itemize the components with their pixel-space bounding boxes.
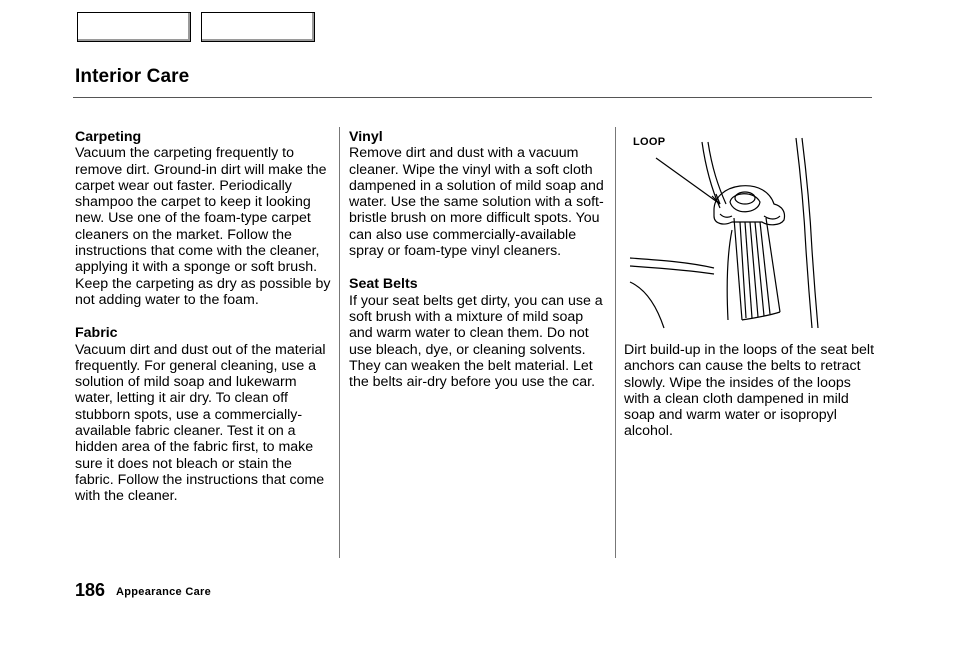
section-body-fabric: Vacuum dirt and dust out of the material frequently. For general cleaning, use a solution of mild soap and lukewarm water, letting it air dry. To clean off stubborn spots, use a commercially-available fabric cleaner. Test it on a hidden area of the fabric first, to make sure it does not bleach or stain the fabric. Follow the instructions that come with the cleaner.	[75, 341, 326, 505]
section-heading-carpeting: Carpeting	[75, 129, 142, 145]
section-heading-fabric: Fabric	[75, 325, 118, 342]
section-heading-seat-belts: Seat Belts	[349, 276, 418, 293]
seat-belt-loop-illustration	[628, 130, 876, 330]
page-number: 186	[75, 580, 106, 600]
next-page-button[interactable]	[201, 12, 315, 42]
section-body-carpeting: Vacuum the carpeting frequently to remove dirt. Ground-in dirt will make the carpet wear out faster. Periodically shampoo the carpet to keep it looking new. Use one of the foam-type carpet cleaners on the market. Follow the instructions that come with the cleaner, applying it with a sponge or soft brush. Keep the carpeting as dry as possible by not adding water to the foam.	[75, 145, 331, 308]
previous-page-button[interactable]	[77, 12, 191, 42]
column-divider	[339, 127, 340, 558]
section-heading-vinyl: Vinyl	[349, 129, 383, 145]
text-column-2	[349, 129, 607, 390]
seat-belt-anchor-drawing	[628, 130, 876, 330]
text-column-3	[624, 342, 874, 440]
page-title: Interior Care	[75, 66, 190, 87]
column-divider	[615, 127, 616, 558]
loop-care-text: Dirt build-up in the loops of the seat belt anchors can cause the belts to retract slowly. Wipe the insides of the loops with a clean cloth dampened in mild soap and warm water or isopropyl alcohol.	[624, 342, 875, 440]
section-body-vinyl: Remove dirt and dust with a vacuum cleaner. Wipe the vinyl with a soft cloth dampened in a solution of mild soap and water. Use the same solution with a soft-bristle brush on more difficult spots. You can also use commercially-available spray or foam-type vinyl cleaners.	[349, 145, 604, 260]
title-divider	[73, 97, 872, 98]
text-column-1	[75, 129, 333, 505]
figure-label-loop: LOOP	[633, 136, 666, 148]
section-body-seat-belts: If your seat belts get dirty, you can use a soft brush with a mixture of mild soap and warm water to clean them. Do not use bleach, dye, or cleaning solvents. They can weaken the belt material. Let the belts air-dry before you use the car.	[349, 292, 603, 391]
footer-section-name: Appearance Care	[116, 586, 211, 598]
